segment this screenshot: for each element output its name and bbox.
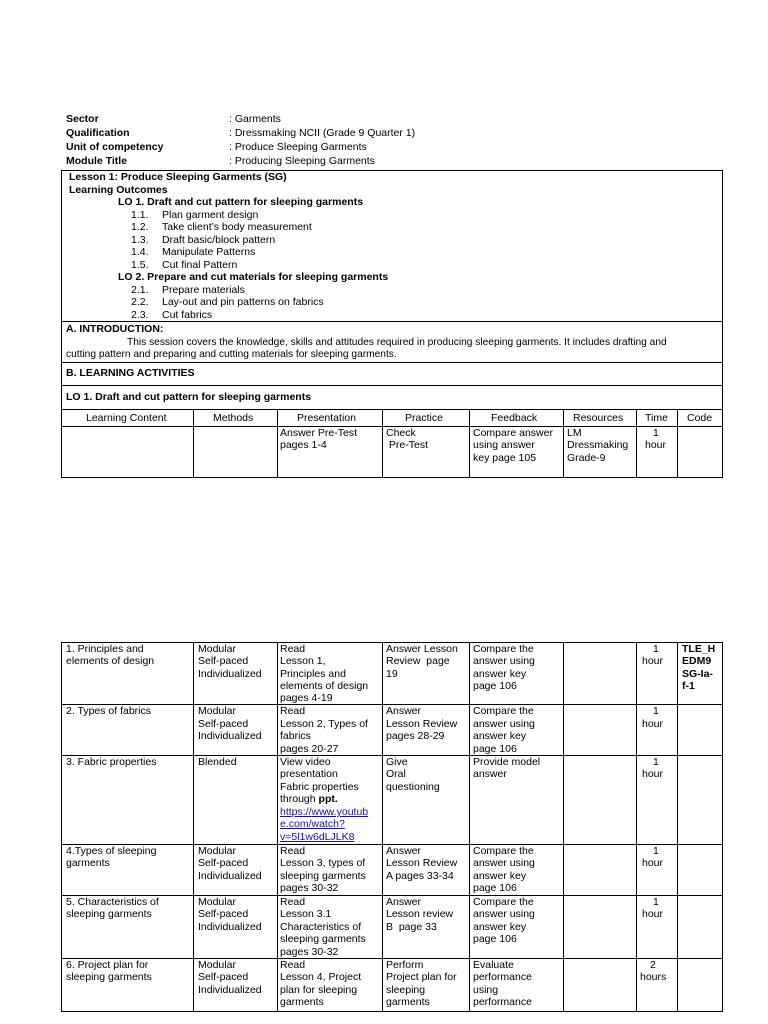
activities-heading: B. LEARNING ACTIVITIES <box>66 367 195 379</box>
col-divider <box>563 409 564 478</box>
feedback: Provide model <box>473 756 541 768</box>
meta-value: : Garments <box>229 113 281 125</box>
divider <box>61 409 723 410</box>
list-item: Cut final Pattern <box>162 259 238 271</box>
col-divider <box>469 409 470 478</box>
lesson-title: Lesson 1: Produce Sleeping Garments (SG) <box>69 171 287 183</box>
list-item: Plan garment design <box>162 209 259 221</box>
meta-label: Unit of competency <box>66 141 164 153</box>
time: 1 <box>653 643 659 655</box>
feedback: answer using <box>473 655 535 667</box>
practice: Lesson Review <box>386 857 458 869</box>
col-divider <box>469 642 470 1012</box>
presentation: presentation <box>280 768 338 780</box>
methods: Modular <box>198 959 236 971</box>
presentation: View video <box>280 756 331 768</box>
methods: Modular <box>198 705 236 717</box>
column-header: Feedback <box>491 412 538 424</box>
feedback: Evaluate <box>473 959 514 971</box>
methods: Self-paced <box>198 655 249 667</box>
presentation: Principles and <box>280 668 346 680</box>
feedback: Compare the <box>473 845 534 857</box>
presentation: Lesson 3.1 <box>280 908 332 920</box>
meta-label: Sector <box>66 113 99 125</box>
time: 1 <box>653 756 659 768</box>
practice: 19 <box>386 668 398 680</box>
presentation: Lesson 1, <box>280 655 326 667</box>
meta-value: : Producing Sleeping Garments <box>229 155 375 167</box>
activities-lo1-heading: LO 1. Draft and cut pattern for sleeping garments <box>66 391 312 403</box>
cell-text: Grade-9 <box>567 452 606 464</box>
practice: Project plan for <box>386 971 457 983</box>
time: 2 <box>650 959 656 971</box>
feedback: using <box>473 984 499 996</box>
practice: B page 33 <box>386 921 437 933</box>
presentation: Read <box>280 705 306 717</box>
code: SG-Ia- <box>682 668 713 680</box>
methods: Individualized <box>198 668 262 680</box>
time: hour <box>642 655 664 667</box>
presentation-through <box>280 793 338 806</box>
cell-text: pages 1-4 <box>280 439 327 451</box>
practice: Review page <box>386 655 450 667</box>
feedback: page 106 <box>473 743 517 755</box>
methods: Self-paced <box>198 718 249 730</box>
cell-text: key page 105 <box>473 452 537 464</box>
feedback: answer <box>473 768 507 780</box>
list-number: 1.5. <box>131 259 149 271</box>
meta-label: Qualification <box>66 127 130 139</box>
methods: Individualized <box>198 730 262 742</box>
cell-text: LM <box>567 427 582 439</box>
feedback: page 106 <box>473 680 517 692</box>
learning-content: 2. Types of fabrics <box>66 705 152 717</box>
methods: Self-paced <box>198 857 249 869</box>
list-item: Draft basic/block pattern <box>162 234 276 246</box>
learning-content: sleeping garments <box>66 908 152 920</box>
cell-text: Dressmaking <box>567 439 629 451</box>
list-item: Take client’s body measurement <box>162 221 312 233</box>
presentation: pages 30-32 <box>280 882 339 894</box>
learning-content: 4.Types of sleeping <box>66 845 157 857</box>
presentation: Read <box>280 643 306 655</box>
methods: Self-paced <box>198 971 249 983</box>
practice: Perform <box>386 959 424 971</box>
feedback: answer key <box>473 870 527 882</box>
presentation: Fabric properties <box>280 781 359 793</box>
learning-content: sleeping garments <box>66 971 152 983</box>
presentation: pages 30-32 <box>280 946 339 958</box>
list-number: 2.2. <box>131 296 149 308</box>
feedback: page 106 <box>473 933 517 945</box>
column-header: Time <box>645 412 668 424</box>
meta-value: : Dressmaking NCII (Grade 9 Quarter 1) <box>229 127 416 139</box>
lo1-title: LO 1. Draft and cut pattern for sleeping garments <box>118 196 364 208</box>
column-header: Methods <box>213 412 254 424</box>
through-text: through <box>280 793 319 805</box>
feedback: Compare the <box>473 896 534 908</box>
list-item: Manipulate Patterns <box>162 246 256 258</box>
methods: Self-paced <box>198 908 249 920</box>
feedback: Compare the <box>473 705 534 717</box>
col-divider <box>382 409 383 478</box>
practice: Give <box>386 756 408 768</box>
list-number: 2.3. <box>131 309 149 321</box>
list-item: Prepare materials <box>162 284 245 296</box>
learning-content: elements of design <box>66 655 155 667</box>
cell-text: Check <box>386 427 416 439</box>
list-number: 1.1. <box>131 209 149 221</box>
methods: Individualized <box>198 921 262 933</box>
presentation: Lesson 3, types of <box>280 857 366 869</box>
list-number: 1.4. <box>131 246 149 258</box>
time: 1 <box>653 705 659 717</box>
cell-text: using answer <box>473 439 535 451</box>
practice: Answer <box>386 896 422 908</box>
presentation: sleeping garments <box>280 870 366 882</box>
cell-text: Answer Pre-Test <box>280 427 358 439</box>
time: 1 <box>653 896 659 908</box>
video-link[interactable]: https://www.youtub <box>280 806 369 818</box>
learning-content: 3. Fabric properties <box>66 756 157 768</box>
intro-heading: A. INTRODUCTION: <box>66 323 164 335</box>
learning-content: garments <box>66 857 110 869</box>
learning-content: 1. Principles and <box>66 643 144 655</box>
time: hour <box>642 857 664 869</box>
col-divider <box>636 409 637 478</box>
practice: Answer <box>386 705 422 717</box>
column-header: Code <box>687 412 713 424</box>
presentation: Read <box>280 959 306 971</box>
methods: Individualized <box>198 870 262 882</box>
practice: garments <box>386 996 430 1008</box>
meta-value: : Produce Sleeping Garments <box>229 141 367 153</box>
presentation: elements of design <box>280 680 369 692</box>
practice: Lesson Review <box>386 718 458 730</box>
feedback: answer key <box>473 921 527 933</box>
col-divider <box>677 642 678 1012</box>
time: hour <box>642 718 664 730</box>
presentation: Lesson 2, Types of <box>280 718 368 730</box>
practice: A pages 33-34 <box>386 870 454 882</box>
practice: pages 28-29 <box>386 730 445 742</box>
practice: Oral <box>386 768 406 780</box>
list-number: 1.3. <box>131 234 149 246</box>
presentation: Characteristics of <box>280 921 362 933</box>
learning-content: 6. Project plan for <box>66 959 149 971</box>
column-header: Practice <box>405 412 443 424</box>
feedback: answer using <box>473 857 535 869</box>
methods: Individualized <box>198 984 262 996</box>
practice: Lesson review <box>386 908 454 920</box>
practice: questioning <box>386 781 440 793</box>
code: EDM9 <box>682 655 712 667</box>
learning-content: 5. Characteristics of <box>66 896 159 908</box>
col-divider <box>277 642 278 1012</box>
divider <box>61 362 723 363</box>
col-divider <box>382 642 383 1012</box>
presentation: pages 4-19 <box>280 692 333 704</box>
code: TLE_H <box>682 643 716 655</box>
cell-text: Compare answer <box>473 427 553 439</box>
intro-text-line1: This session covers the knowledge, skills and attitudes required in producing sleeping garments. It includes drafting and <box>127 337 667 348</box>
ppt-text: ppt. <box>318 793 338 805</box>
feedback: Compare the <box>473 643 534 655</box>
col-divider <box>636 642 637 1012</box>
column-header: Resources <box>573 412 624 424</box>
presentation: plan for sleeping <box>280 984 358 996</box>
presentation: sleeping garments <box>280 933 366 945</box>
presentation: fabrics <box>280 730 311 742</box>
col-divider <box>193 642 194 1012</box>
methods: Modular <box>198 896 236 908</box>
meta-label: Module Title <box>66 155 128 167</box>
presentation: garments <box>280 996 324 1008</box>
time: hour <box>642 908 664 920</box>
list-number: 1.2. <box>131 221 149 233</box>
cell-text: 1 <box>653 427 659 439</box>
list-number: 2.1. <box>131 284 149 296</box>
time: hours <box>640 971 667 983</box>
column-header: Presentation <box>297 412 356 424</box>
methods: Blended <box>198 756 237 768</box>
presentation: pages 20-27 <box>280 743 339 755</box>
code: f-1 <box>682 680 695 692</box>
practice: Answer Lesson <box>386 643 458 655</box>
activities-table-continued <box>61 642 723 1012</box>
time: 1 <box>653 845 659 857</box>
col-divider <box>677 409 678 478</box>
presentation: Lesson 4, Project <box>280 971 362 983</box>
presentation: Read <box>280 896 306 908</box>
video-link[interactable]: e.com/watch? <box>280 818 345 830</box>
presentation: Read <box>280 845 306 857</box>
methods: Modular <box>198 845 236 857</box>
practice: sleeping <box>386 984 426 996</box>
col-divider <box>193 409 194 478</box>
lo2-title: LO 2. Prepare and cut materials for sleeping garments <box>118 271 389 283</box>
methods: Modular <box>198 643 236 655</box>
divider <box>61 385 723 386</box>
cell-text: hour <box>645 439 667 451</box>
list-item: Lay-out and pin patterns on fabrics <box>162 296 324 308</box>
feedback: performance <box>473 971 532 983</box>
feedback: answer using <box>473 908 535 920</box>
feedback: answer key <box>473 730 527 742</box>
time: hour <box>642 768 664 780</box>
col-divider <box>563 642 564 1012</box>
feedback: answer key <box>473 668 527 680</box>
practice: Answer <box>386 845 422 857</box>
col-divider <box>277 409 278 478</box>
column-header: Learning Content <box>86 412 167 424</box>
intro-text-line2: cutting pattern and preparing and cutting materials for sleeping garments. <box>66 349 397 360</box>
cell-text: Pre-Test <box>386 439 429 451</box>
video-link[interactable]: v=5l1w6dLJLK8 <box>280 831 355 843</box>
feedback: performance <box>473 996 532 1008</box>
learning-outcomes-heading: Learning Outcomes <box>69 184 168 196</box>
feedback: answer using <box>473 718 535 730</box>
divider <box>61 321 723 322</box>
feedback: page 106 <box>473 882 517 894</box>
list-item: Cut fabrics <box>162 309 213 321</box>
